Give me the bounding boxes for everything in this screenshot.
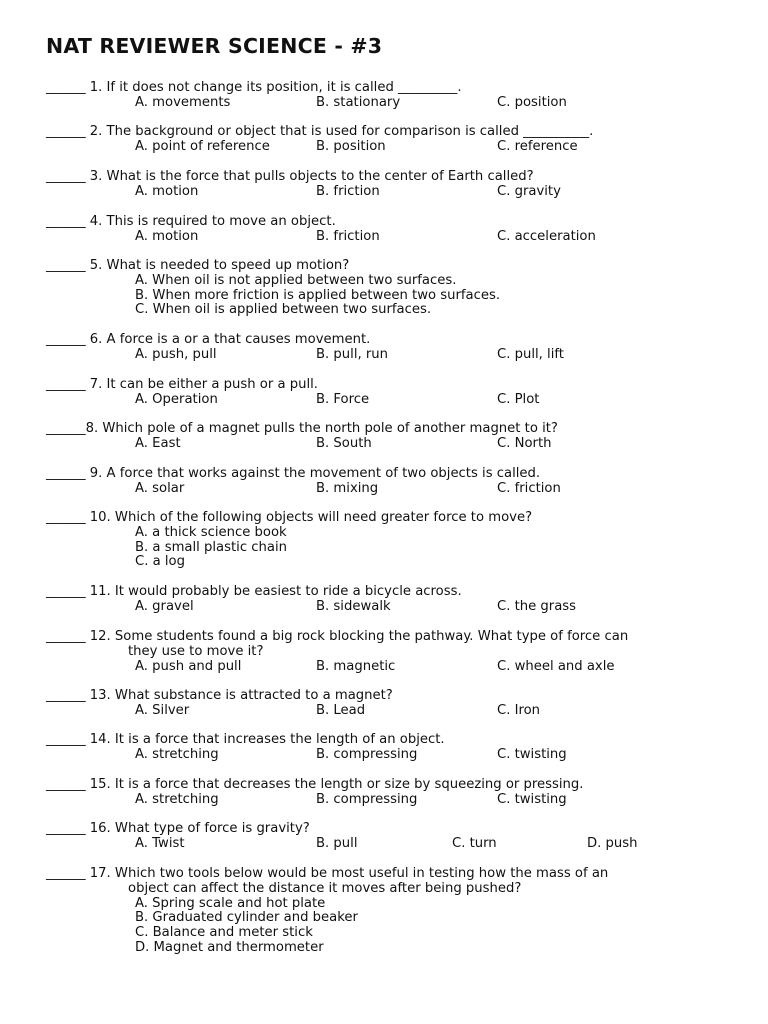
option-b: B. compressing <box>316 791 418 807</box>
option-a: A. point of reference <box>135 138 270 154</box>
question-17 <box>46 867 746 956</box>
option-c: C. reference <box>497 138 578 154</box>
question-stem: ______ 15. It is a force that decreases the length or size by squeezing or pressing. <box>46 777 584 792</box>
option-b: B. Graduated cylinder and beaker <box>135 910 358 926</box>
option-a: A. Silver <box>135 702 190 718</box>
question-12 <box>46 630 746 674</box>
option-c: C. pull, lift <box>497 346 564 362</box>
question-3 <box>46 170 746 200</box>
option-c: C. gravity <box>497 183 561 199</box>
question-stem: ______ 14. It is a force that increases the length of an object. <box>46 732 445 747</box>
option-b: B. friction <box>316 183 380 199</box>
question-stem-continued: they use to move it? <box>128 643 264 659</box>
option-c: C. friction <box>497 480 561 496</box>
option-b: B. position <box>316 138 386 154</box>
option-b: B. mixing <box>316 480 379 496</box>
option-a: A. movements <box>135 94 231 110</box>
question-13 <box>46 689 746 719</box>
question-9 <box>46 467 746 497</box>
option-a: A. gravel <box>135 598 194 614</box>
question-stem: ______ 16. What type of force is gravity? <box>46 821 310 836</box>
question-stem: ______ 12. Some students found a big rock blocking the pathway. What type of force can <box>46 629 629 644</box>
question-stem: ______ 6. A force is a or a that causes movement. <box>46 332 371 347</box>
option-a: A. When oil is not applied between two surfaces. <box>135 272 457 288</box>
option-a: A. stretching <box>135 746 219 762</box>
option-b: B. a small plastic chain <box>135 539 287 555</box>
option-c: C. acceleration <box>497 228 596 244</box>
option-b: B. Force <box>316 391 370 407</box>
question-10 <box>46 511 746 570</box>
question-2 <box>46 125 746 155</box>
option-c: C. When oil is applied between two surfaces. <box>135 302 432 318</box>
option-c: C. wheel and axle <box>497 658 615 674</box>
option-a: A. Spring scale and hot plate <box>135 895 326 911</box>
option-b: B. Lead <box>316 702 366 718</box>
option-b: B. stationary <box>316 94 401 110</box>
option-b: B. pull, run <box>316 346 389 362</box>
option-c: C. North <box>497 435 552 451</box>
option-c: C. the grass <box>497 598 577 614</box>
option-c: C. Iron <box>497 702 541 718</box>
option-b: B. When more friction is applied between two surfaces. <box>135 287 501 303</box>
option-a: A. push and pull <box>135 658 242 674</box>
question-stem: ______ 3. What is the force that pulls objects to the center of Earth called? <box>46 169 534 184</box>
question-stem: ______ 10. Which of the following objects will need greater force to move? <box>46 510 533 525</box>
option-b: B. compressing <box>316 746 418 762</box>
question-11 <box>46 585 746 615</box>
question-16 <box>46 822 746 852</box>
option-c: C. Balance and meter stick <box>135 925 313 941</box>
option-c: C. Plot <box>497 391 540 407</box>
question-stem-continued: object can affect the distance it moves after being pushed? <box>128 880 522 896</box>
option-b: B. sidewalk <box>316 598 391 614</box>
question-stem: ______ 1. If it does not change its position, it is called _________. <box>46 80 462 95</box>
question-4 <box>46 215 746 245</box>
question-6 <box>46 333 746 363</box>
question-stem: ______ 13. What substance is attracted to a magnet? <box>46 688 393 703</box>
question-stem: ______ 5. What is needed to speed up motion? <box>46 258 350 273</box>
option-c: C. twisting <box>497 746 567 762</box>
option-a: A. a thick science book <box>135 524 287 540</box>
option-a: A. Operation <box>135 391 218 407</box>
question-1 <box>46 81 746 111</box>
option-c: C. position <box>497 94 567 110</box>
option-a: A. motion <box>135 228 199 244</box>
question-8 <box>46 422 746 452</box>
question-stem: ______ 4. This is required to move an object. <box>46 214 336 229</box>
question-stem: ______ 17. Which two tools below would be most useful in testing how the mass of an <box>46 866 609 881</box>
question-stem: ______8. Which pole of a magnet pulls the north pole of another magnet to it? <box>46 421 558 436</box>
option-b: B. South <box>316 435 372 451</box>
option-a: A. stretching <box>135 791 219 807</box>
option-b: B. friction <box>316 228 380 244</box>
option-c: C. twisting <box>497 791 567 807</box>
option-a: A. East <box>135 435 181 451</box>
option-a: A. push, pull <box>135 346 217 362</box>
option-d: D. push <box>587 835 638 851</box>
question-stem: ______ 7. It can be either a push or a pull. <box>46 377 318 392</box>
option-b: B. magnetic <box>316 658 396 674</box>
option-a: A. motion <box>135 183 199 199</box>
question-stem: ______ 11. It would probably be easiest to ride a bicycle across. <box>46 584 462 599</box>
option-a: A. Twist <box>135 835 185 851</box>
option-a: A. solar <box>135 480 185 496</box>
option-c: C. a log <box>135 554 185 570</box>
question-14 <box>46 733 746 763</box>
option-d: D. Magnet and thermometer <box>135 939 324 955</box>
question-7 <box>46 378 746 408</box>
option-c: C. turn <box>452 835 497 851</box>
question-15 <box>46 778 746 808</box>
question-stem: ______ 2. The background or object that is used for comparison is called __________. <box>46 124 594 139</box>
page-title: NAT REVIEWER SCIENCE - #3 <box>46 34 383 58</box>
option-b: B. pull <box>316 835 358 851</box>
question-stem: ______ 9. A force that works against the movement of two objects is called. <box>46 466 541 481</box>
question-5 <box>46 259 746 318</box>
